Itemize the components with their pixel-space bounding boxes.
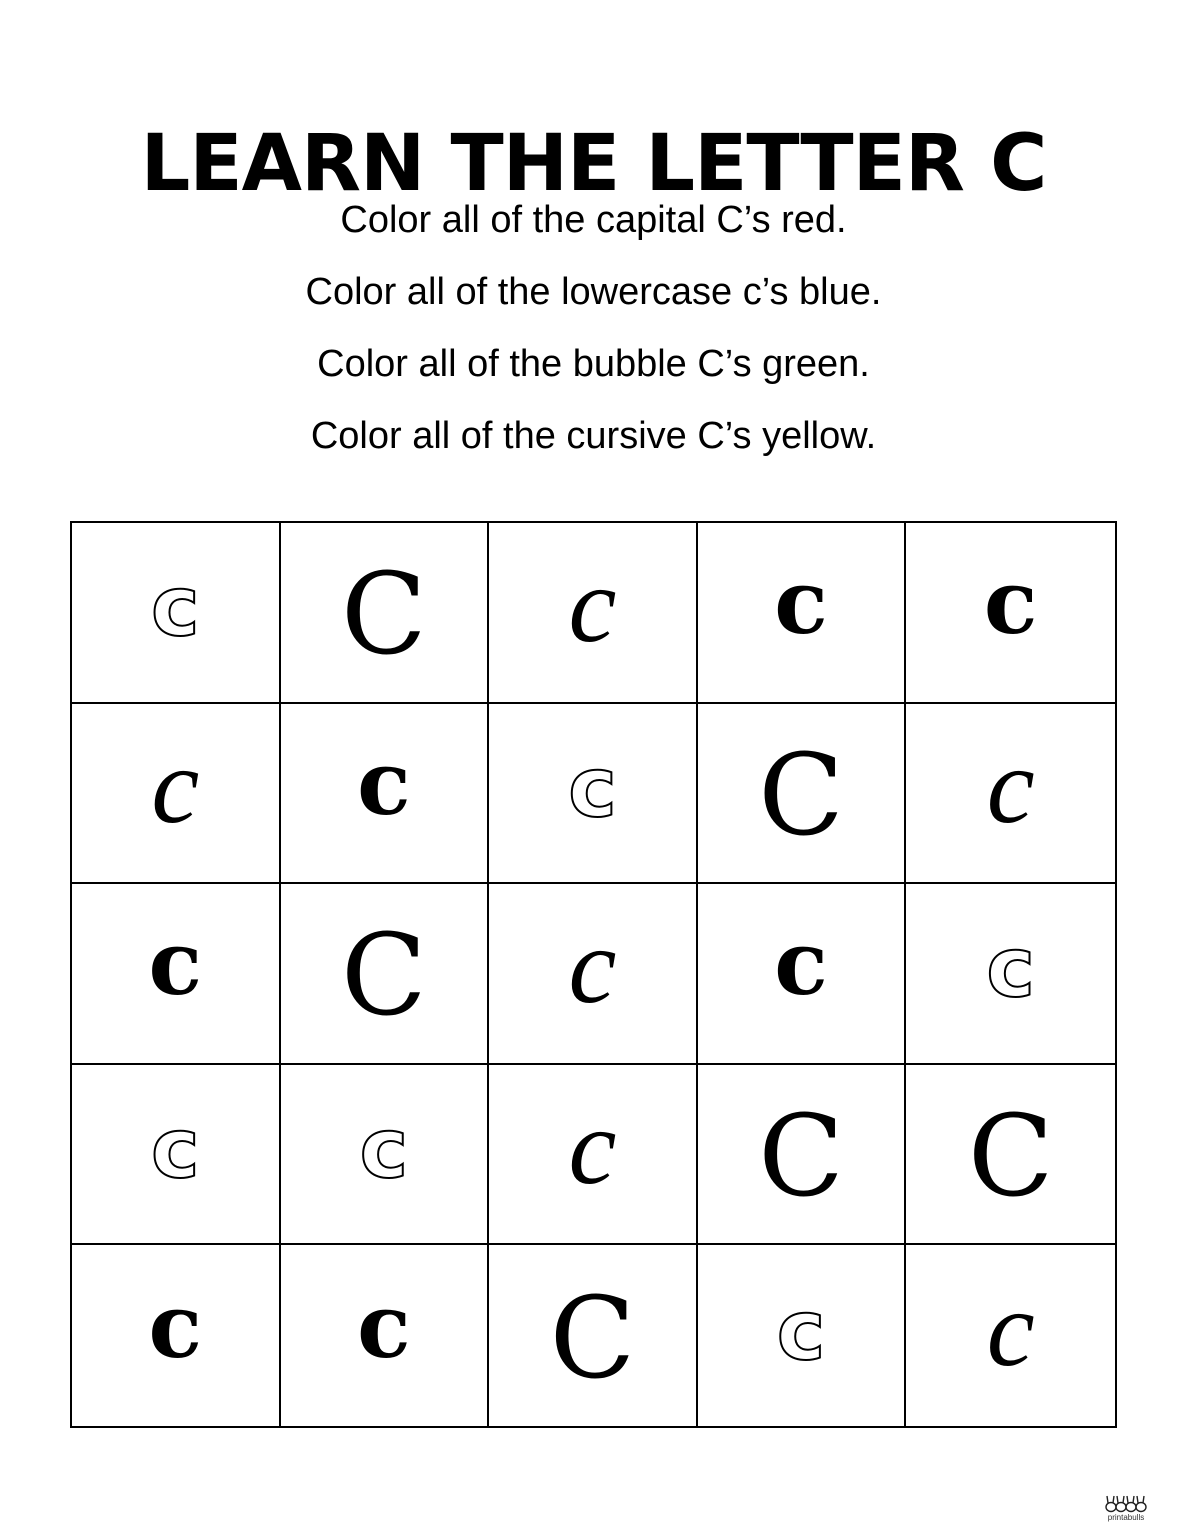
- lowercase-letter-c: c: [148, 911, 203, 1016]
- lowercase-letter-c: c: [357, 1273, 411, 1378]
- grid-cell[interactable]: [72, 884, 281, 1065]
- grid-cell[interactable]: [281, 884, 490, 1065]
- grid-cell[interactable]: [489, 523, 698, 704]
- lowercase-letter-c: c: [774, 911, 828, 1016]
- capital-letter-c: C: [549, 1273, 636, 1404]
- grid-cell[interactable]: [489, 704, 698, 885]
- capital-letter-c: C: [967, 1092, 1054, 1223]
- grid-cell[interactable]: [906, 884, 1115, 1065]
- grid-cell[interactable]: [698, 704, 907, 885]
- grid-cell[interactable]: [698, 523, 907, 704]
- capital-letter-c: C: [341, 550, 427, 681]
- capital-letter-c: C: [758, 1092, 844, 1223]
- cursive-letter-c: c: [568, 1088, 617, 1208]
- grid-cell[interactable]: [489, 1065, 698, 1246]
- grid-cell[interactable]: [489, 1245, 698, 1426]
- lowercase-letter-c: c: [148, 1273, 203, 1378]
- lowercase-letter-c: c: [774, 550, 828, 655]
- grid-cell[interactable]: [281, 704, 490, 885]
- grid-cell[interactable]: [698, 884, 907, 1065]
- bubble-letter-c: c: [568, 740, 617, 836]
- grid-cell[interactable]: [281, 1065, 490, 1246]
- cursive-letter-c: c: [151, 726, 200, 846]
- grid-cell[interactable]: [698, 1245, 907, 1426]
- cursive-letter-c: c: [568, 546, 617, 666]
- brand-name: printabulls: [1107, 1513, 1145, 1522]
- lowercase-letter-c: c: [357, 730, 411, 835]
- bubble-letter-c: c: [359, 1102, 409, 1198]
- instruction-cursive: Color all of the cursive C’s yellow.: [310, 415, 877, 457]
- grid-cell[interactable]: [489, 884, 698, 1065]
- printabulls-logo: [1095, 1493, 1157, 1527]
- capital-letter-c: C: [341, 911, 427, 1042]
- grid-cell[interactable]: [281, 523, 490, 704]
- bubble-letter-c: c: [986, 921, 1035, 1017]
- cursive-letter-c: c: [986, 726, 1035, 846]
- bubble-letter-c: c: [150, 1102, 200, 1198]
- cursive-letter-c: c: [986, 1269, 1035, 1389]
- instruction-lowercase: Color all of the lowercase c’s blue.: [305, 271, 882, 313]
- bunnies-logo-icon: [1104, 1493, 1148, 1513]
- instruction-bubble: Color all of the bubble C’s green.: [317, 343, 870, 385]
- grid-cell[interactable]: [906, 523, 1115, 704]
- grid-cell[interactable]: [906, 704, 1115, 885]
- grid-cell[interactable]: [72, 704, 281, 885]
- capital-letter-c: C: [758, 730, 844, 861]
- grid-cell[interactable]: [72, 1065, 281, 1246]
- grid-cell[interactable]: [281, 1245, 490, 1426]
- page-title: LEARN THE LETTER C: [140, 119, 1047, 210]
- lowercase-letter-c: c: [983, 550, 1038, 655]
- grid-cell[interactable]: [72, 523, 281, 704]
- grid-cell[interactable]: [906, 1245, 1115, 1426]
- bubble-letter-c: c: [776, 1283, 826, 1379]
- grid-cell[interactable]: [72, 1245, 281, 1426]
- instruction-capital: Color all of the capital C’s red.: [340, 199, 847, 241]
- bubble-letter-c: c: [150, 560, 200, 656]
- letter-grid: [70, 521, 1117, 1428]
- grid-cell[interactable]: [906, 1065, 1115, 1246]
- grid-cell[interactable]: [698, 1065, 907, 1246]
- cursive-letter-c: c: [568, 907, 617, 1027]
- instructions-list: [0, 192, 1187, 480]
